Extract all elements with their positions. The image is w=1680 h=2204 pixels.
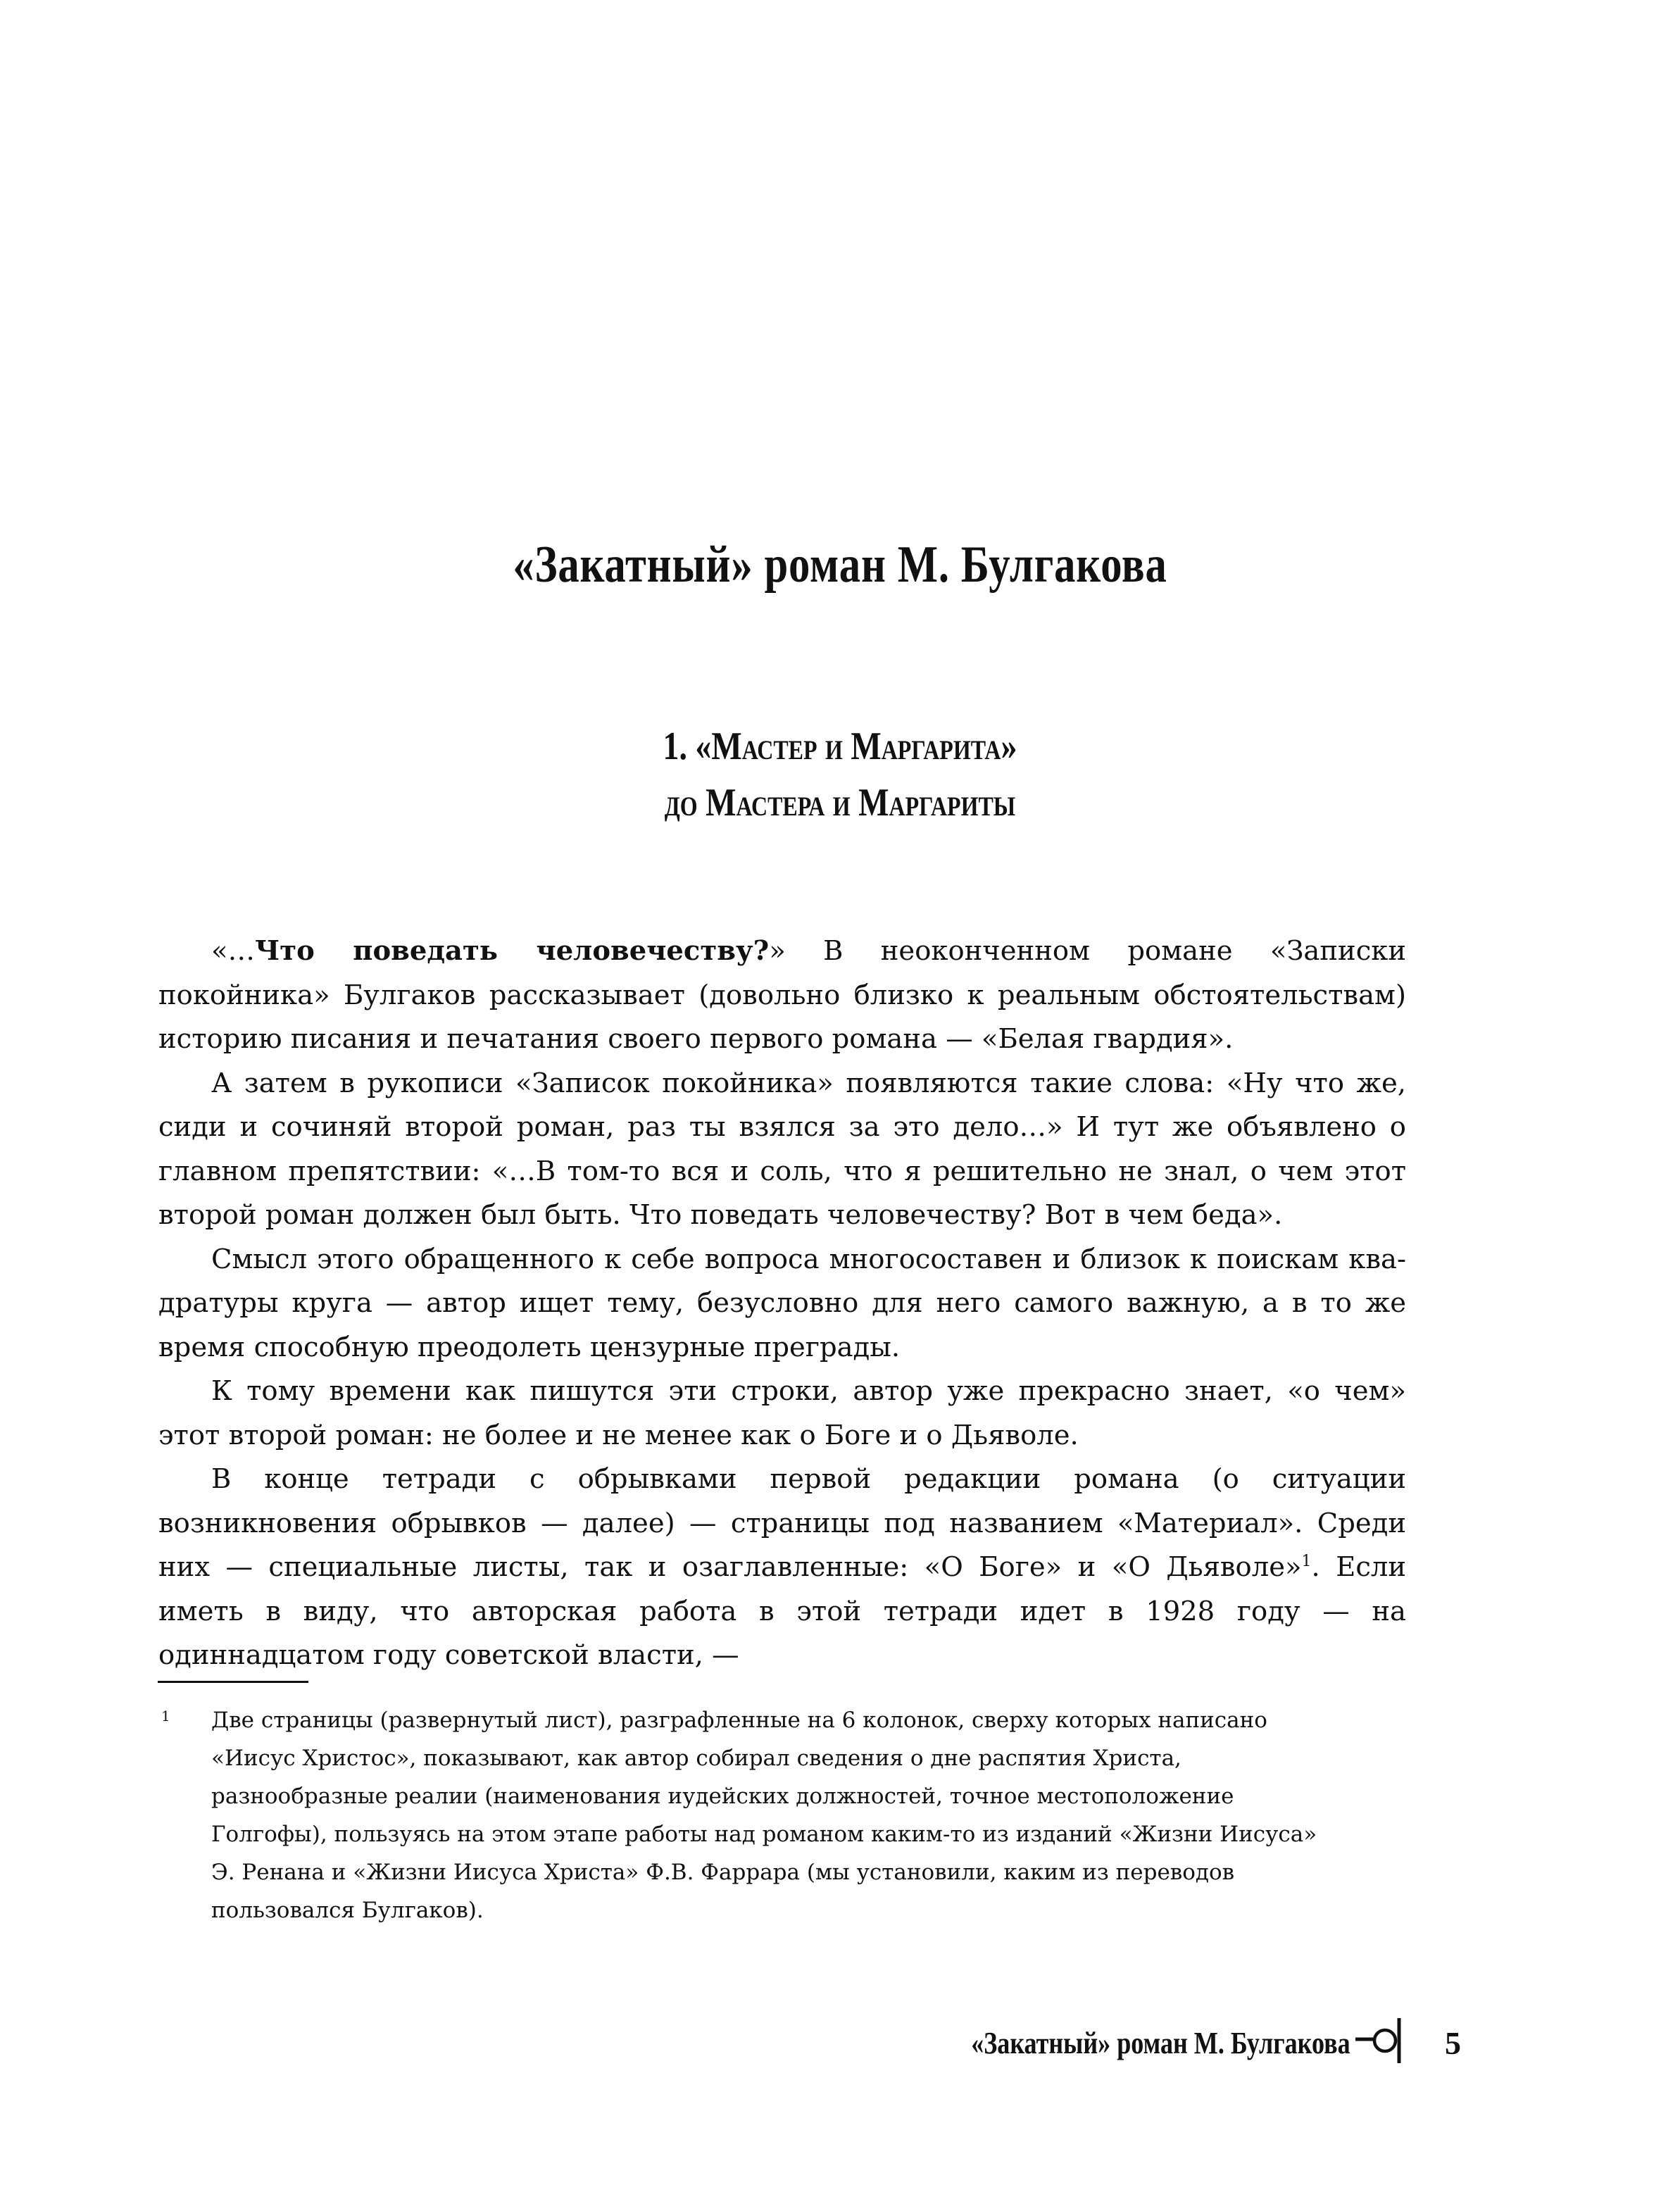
- footnote-text: Две страницы (развернутый лист), разграфленные на 6 колонок, сверху которых написано «Иисус Христос», показывают, как автор собирал сведения о дне распятия Христа, разнообразные реалии (наименования иудейских должностей, точное местоположение Голгофы), пользуясь на этом этапе работы над романом каким-то из изданий «Жизни Иисуса» Э. Ренана и «Жизни Иисуса Христа» Ф.В. Фаррара (мы установили, каким из переводов пользовался Булгаков).: [211, 1708, 1317, 1923]
- running-title: «Закатный» роман М. Булгакова: [971, 2026, 1350, 2060]
- running-footer: [880, 2022, 1472, 2065]
- key-ornament-icon: [1355, 2018, 1412, 2069]
- section-heading: [151, 718, 1529, 831]
- footnote: [158, 1701, 1384, 1929]
- paragraph-3: Смысл этого обращенного к себе вопроса многосоставен и близок к поискам квадратуры круга — автор ищет тему, безусловно для него самого важную, а в то же время способную преодолеть цензурные преграды.: [158, 1243, 1406, 1363]
- body-text: [158, 929, 1406, 1678]
- footnote-number: 1: [161, 1708, 170, 1724]
- section-heading-line-2: до Мастера и Маргариты: [664, 781, 1016, 825]
- page-number: 5: [1445, 2025, 1461, 2061]
- paragraph-5: В конце тетради с обрывками первой редакции романа (о ситуации возникновения обрывков — далее) — страницы под названием «Материал». Среди них — специальные листы, так и озаглавленные: «О Боге» и «О Дьяволе»$^1$. Если иметь в виду, что авторская работа в этой тетради идет в 1928 году — на одиннадцатом году советской власти, —: [158, 1463, 1406, 1671]
- paragraph-2: А затем в рукописи «Записок покойника» появляются такие слова: «Ну что же, сиди и сочиняй второй роман, раз ты взялся за это дело…» И тут же объявлено о главном препятствии: «…В том-то вся и соль, что я решительно не знал, о чем этот второй роман должен был быть. Что поведать человечеству? Вот в чем беда».: [158, 1067, 1406, 1231]
- paragraph-1: «…Что поведать человечеству?» В неоконченном романе «Записки покойника» Булгаков рассказывает (довольно близко к реальным обстоятельствам) историю писания и печатания своего первого романа — «Белая гвардия».: [158, 935, 1406, 1055]
- bold-lead-phrase: Что поведать человечеству?: [255, 935, 770, 967]
- footnote-reference[interactable]: 1: [1301, 1553, 1312, 1571]
- paragraph-4: К тому времени как пишутся эти строки, автор уже прекрасно знает, «о чем» этот второй роман: не более и не менее как о Боге и о Дьяволе.: [158, 1375, 1406, 1451]
- footnote-divider: [158, 1681, 308, 1683]
- chapter-title: «Закатный» роман М. Булгакова: [513, 536, 1167, 594]
- section-heading-line-1: 1. «Мастер и Маргарита»: [663, 725, 1017, 768]
